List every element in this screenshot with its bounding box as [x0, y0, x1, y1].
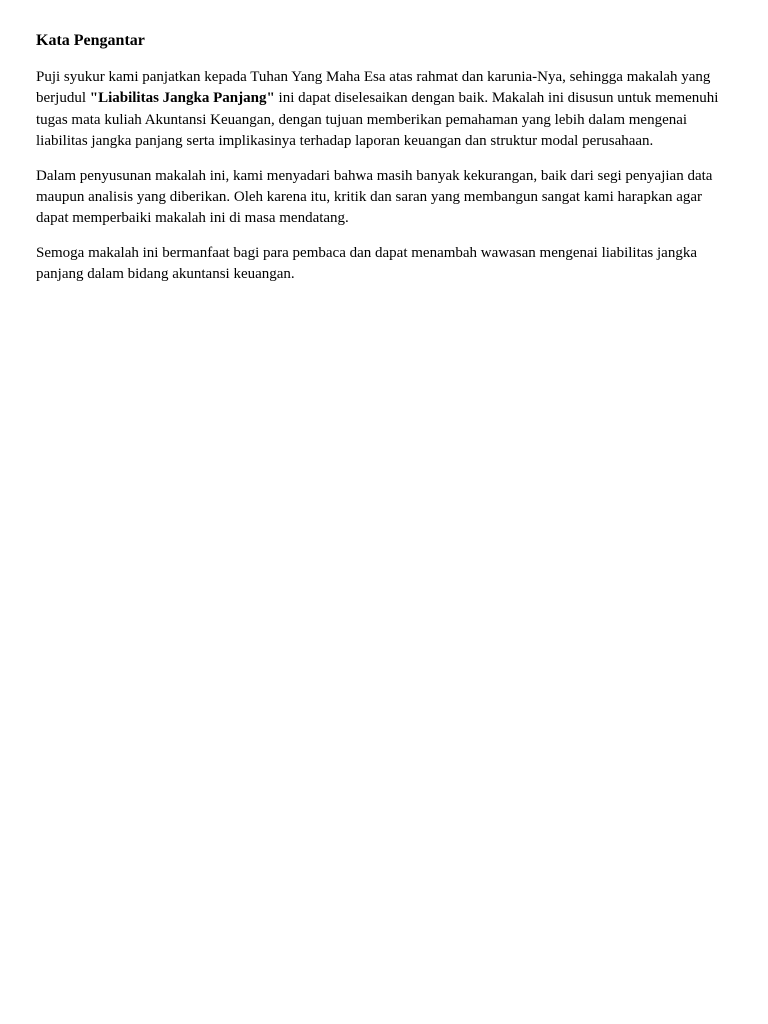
paragraph-2: Dalam penyusunan makalah ini, kami menyadari bahwa masih banyak kekurangan, baik dari segi penyajian data maupun analisis yang diberikan. Oleh karena itu, kritik dan saran yang membangun sangat kami harapkan agar dapat memperbaiki makalah ini di masa mendatang. [36, 167, 713, 227]
paper-title-bold: "Liabilitas Jangka Panjang" [89, 90, 275, 107]
page-title: Kata Pengantar [36, 32, 145, 49]
document-page [36, 30, 726, 299]
paragraph-1 [36, 67, 726, 153]
paragraph-1-text-end: ini dapat diselesaikan dengan baik. Makalah ini disusun untuk memenuhi tugas mata kuliah Akuntansi Keuangan, dengan tujuan memberikan pemahaman yang lebih dalam mengenai liabilitas jangka panjang serta implikasinya terhadap laporan keuangan dan struktur modal perusahaan. [36, 90, 719, 150]
paragraph-1-text-start: Puji syukur kami panjatkan kepada Tuhan Yang Maha Esa atas rahmat dan karunia-Nya, sehingga makalah yang berjudul [36, 69, 711, 107]
paragraph-3: Semoga makalah ini bermanfaat bagi para pembaca dan dapat menambah wawasan mengenai liabilitas jangka panjang dalam bidang akuntansi keuangan. [36, 244, 697, 283]
